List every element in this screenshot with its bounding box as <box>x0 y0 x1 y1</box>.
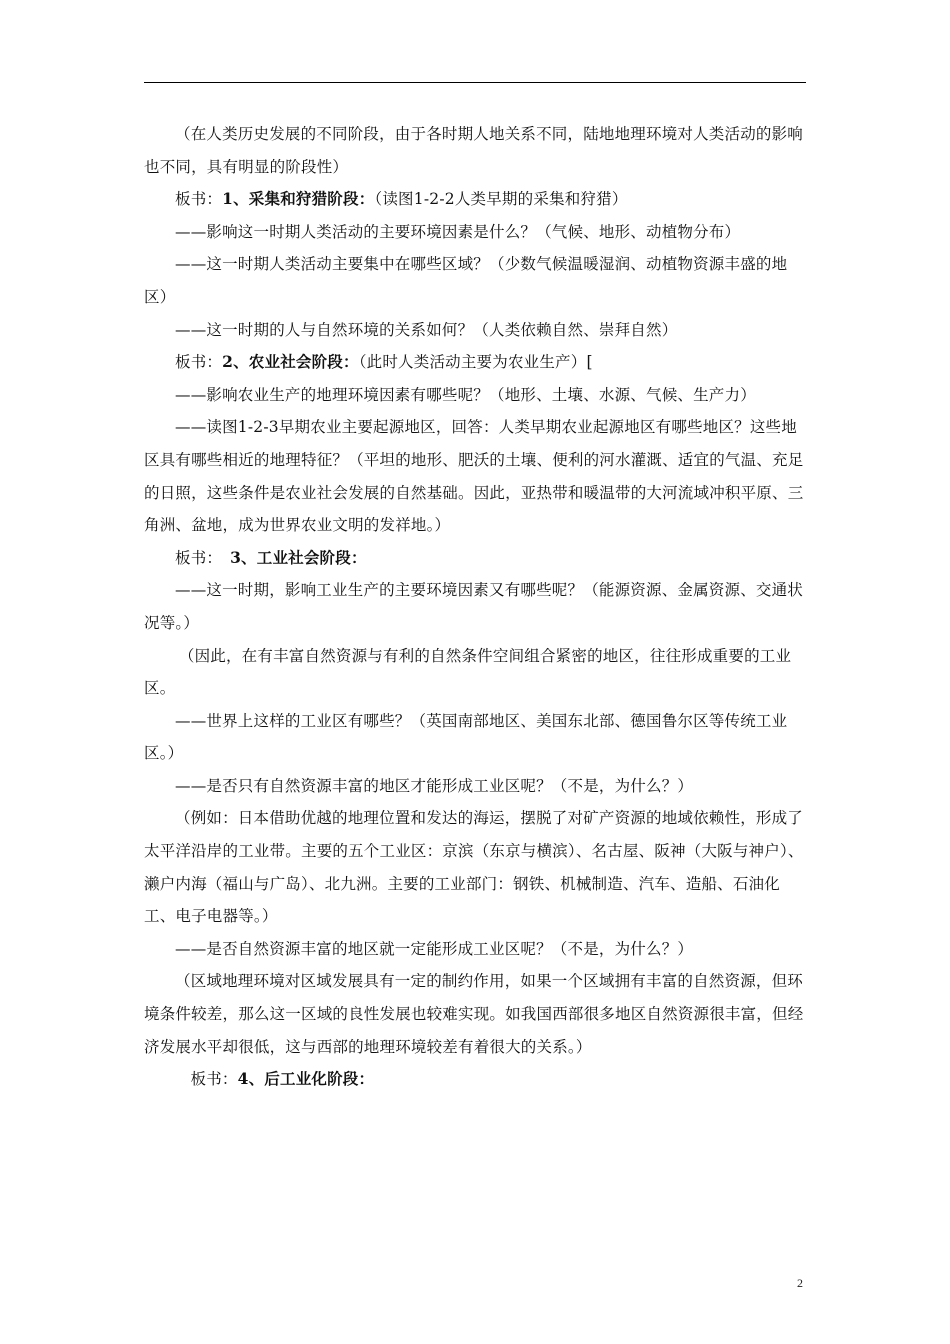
paragraph <box>144 248 806 313</box>
paragraph <box>144 346 806 379</box>
paragraph <box>144 770 806 803</box>
paragraph <box>144 1063 806 1096</box>
paragraph <box>144 965 806 1063</box>
paragraph <box>144 183 806 216</box>
text-run: ——影响农业生产的地理环境因素有哪些呢？（地形、土壤、水源、气候、生产力） <box>175 385 756 404</box>
text-run: （区域地理环境对区域发展具有一定的制约作用，如果一个区域拥有丰富的自然资源，但环境条件较差，那么这一区域的良性发展也较难实现。如我国西部很多地区自然资源很丰富，但经济发展水平却很低，这与西部的地理环境较差有着很大的关系。） <box>144 972 804 1056</box>
section-heading: 3、工业社会阶段： <box>230 547 367 567</box>
paragraph <box>144 118 806 183</box>
text-run: 板书： <box>190 1070 238 1089</box>
paragraph <box>144 705 806 770</box>
text-run: ——这一时期的人与自然环境的关系如何？（人类依赖自然、崇拜自然） <box>175 320 678 339</box>
section-heading: 4、后工业化阶段： <box>237 1069 375 1089</box>
text-run: （因此，在有丰富自然资源与有利的自然条件空间组合紧密的地区，往往形成重要的工业区。 <box>144 646 792 698</box>
text-run: ——这一时期，影响工业生产的主要环境因素又有哪些呢？（能源资源、金属资源、交通状况等。） <box>144 581 804 632</box>
text-run: （此时人类活动主要为农业生产）[ <box>358 353 593 372</box>
text-run: ——是否自然资源丰富的地区就一定能形成工业区呢？（不是，为什么？） <box>175 939 694 958</box>
text-run: 板书： <box>175 190 223 209</box>
text-run: （在人类历史发展的不同阶段，由于各时期人地关系不同，陆地地理环境对人类活动的影响也不同，具有明显的阶段性） <box>144 125 804 176</box>
page-number: 2 <box>797 1276 803 1290</box>
paragraph <box>144 216 806 249</box>
text-run: 板书： <box>175 548 231 567</box>
text-run: ——是否只有自然资源丰富的地区才能形成工业区呢？（不是，为什么？） <box>175 776 694 795</box>
document-body <box>144 118 806 1096</box>
paragraph <box>144 542 806 575</box>
text-run: ——世界上这样的工业区有哪些？（英国南部地区、美国东北部、德国鲁尔区等传统工业区。） <box>144 711 788 763</box>
text-run: （读图1-2-2人类早期的采集和狩猎） <box>374 190 628 209</box>
text-run: ——影响这一时期人类活动的主要环境因素是什么？（气候、地形、动植物分布） <box>175 222 741 241</box>
paragraph <box>144 574 806 639</box>
text-run: （例如：日本借助优越的地理位置和发达的海运，摆脱了对矿产资源的地域依赖性，形成了太平洋沿岸的工业带。主要的五个工业区：京滨（东京与横滨）、名古屋、阪神（大阪与神户）、濑户内海（福山与广岛）、北九洲。主要的工业部门：钢铁、机械制造、汽车、造船、石油化工、电子电器等。） <box>144 809 804 926</box>
paragraph <box>144 802 806 932</box>
paragraph <box>144 933 806 966</box>
section-heading: 1、采集和狩猎阶段： <box>222 189 375 209</box>
paragraph <box>144 379 806 412</box>
paragraph <box>144 640 806 705</box>
paragraph <box>144 314 806 347</box>
text-run: ——这一时期人类活动主要集中在哪些区域？（少数气候温暖湿润、动植物资源丰盛的地区） <box>144 255 788 306</box>
text-run: ——读图1-2-3早期农业主要起源地区，回答：人类早期农业起源地区有哪些地区？这些地区具有哪些相近的地理特征？（平坦的地形、肥沃的土壤、便利的河水灌溉、适宜的气温、充足的日照，这些条件是农业社会发展的自然基础。因此，亚热带和暖温带的大河流域冲积平原、三角洲、盆地，成为世界农业文明的发祥地。） <box>144 418 804 535</box>
paragraph <box>144 411 806 541</box>
header-rule <box>144 82 806 83</box>
text-run: 板书： <box>175 353 223 372</box>
section-heading: 2、农业社会阶段： <box>222 352 359 372</box>
